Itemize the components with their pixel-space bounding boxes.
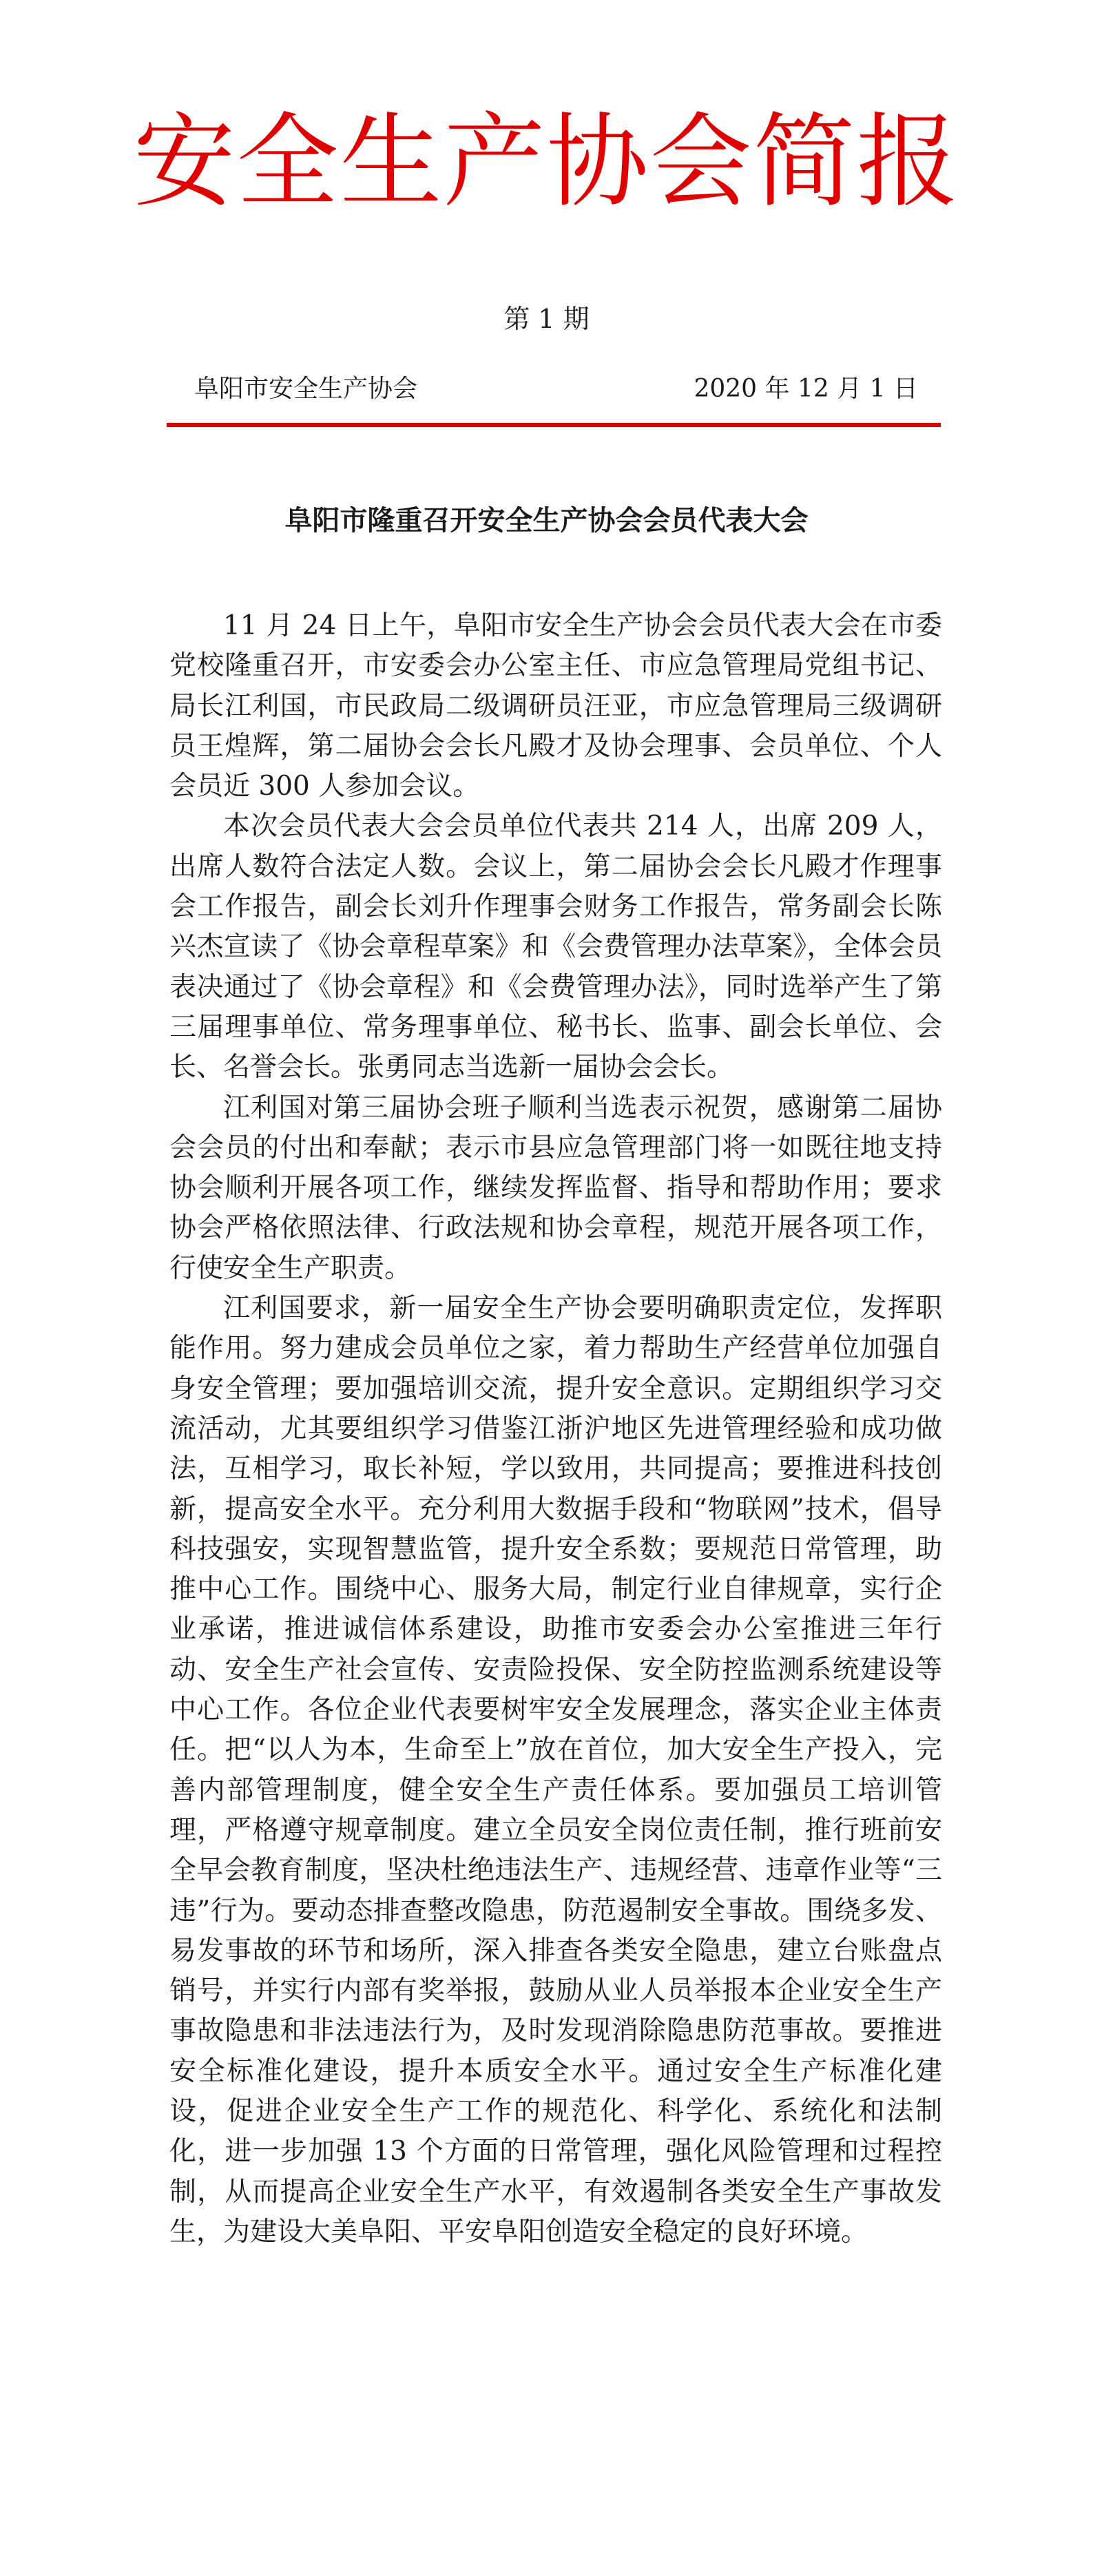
masthead-divider xyxy=(167,423,941,427)
article-title: 阜阳市隆重召开安全生产协会会员代表大会 xyxy=(284,505,809,537)
article-body xyxy=(169,606,942,2252)
issue-number: 第 1 期 xyxy=(503,304,590,334)
article-paragraph: 本次会员代表大会会员单位代表共 214 人，出席 209 人，出席人数符合法定人数。会议上，第二届协会会长凡殿才作理事会工作报告，副会长刘升作理事会财务工作报告，常务副会长陈兴杰宣读了《协会章程草案》和《会费管理办法草案》，全体会员表决通过了《协会章程》和《会费管理办法》，同时选举产生了第三届理事单位、常务理事单位、秘书长、监事、副会长单位、会长、名誉会长。张勇同志当选新一届协会会长。 xyxy=(169,811,942,1083)
article-paragraph: 江利国对第三届协会班子顺利当选表示祝贺，感谢第二届协会会员的付出和奉献；表示市县应急管理部门将一如既往地支持协会顺利开展各项工作，继续发挥监督、指导和帮助作用；要求协会严格依照法律、行政法规和协会章程，规范开展各项工作，行使安全生产职责。 xyxy=(169,1092,942,1284)
publish-date: 2020 年 12 月 1 日 xyxy=(694,375,918,403)
masthead-title: 安全生产协会简报 xyxy=(133,103,960,221)
article-paragraph: 江利国要求，新一届安全生产协会要明确职责定位，发挥职能作用。努力建成会员单位之家，着力帮助生产经营单位加强自身安全管理；要加强培训交流，提升安全意识。定期组织学习交流活动，尤其要组织学习借鉴江浙沪地区先进管理经验和成功做法，互相学习，取长补短，学以致用，共同提高；要推进科技创新，提高安全水平。充分利用大数据手段和“物联网”技术，倡导科技强安，实现智慧监管，提升安全系数；要规范日常管理，助推中心工作。围绕中心、服务大局，制定行业自律规章，实行企业承诺，推进诚信体系建设，助推市安委会办公室推进三年行动、安全生产社会宣传、安责险投保、安全防控监测系统建设等中心工作。各位企业代表要树牢安全发展理念，落实企业主体责任。把“以人为本，生命至上”放在首位，加大安全生产投入，完善内部管理制度，健全安全生产责任体系。要加强员工培训管理，严格遵守规章制度。建立全员安全岗位责任制，推行班前安全早会教育制度，坚决杜绝违法生产、违规经营、违章作业等“三违”行为。要动态排查整改隐患，防范遏制安全事故。围绕多发、易发事故的环节和场所，深入排查各类安全隐患，建立台账盘点销号，并实行内部有奖举报，鼓励从业人员举报本企业安全生产事故隐患和非法违法行为，及时发现消除隐患防范事故。要推进安全标准化建设，提升本质安全水平。通过安全生产标准化建设，促进企业安全生产工作的规范化、科学化、系统化和法制化，进一步加强 13 个方面的日常管理，强化风险管理和过程控制，从而提高企业安全生产水平，有效遏制各类安全生产事故发生，为建设大美阜阳、平安阜阳创造安全稳定的良好环境。 xyxy=(169,1293,942,2247)
article-paragraph: 11 月 24 日上午，阜阳市安全生产协会会员代表大会在市委党校隆重召开，市安委会办公室主任、市应急管理局党组书记、局长江利国，市民政局二级调研员汪亚，市应急管理局三级调研员王煌辉，第二届协会会长凡殿才及协会理事、会员单位、个人会员近 300 人参加会议。 xyxy=(169,610,942,802)
publisher-name: 阜阳市安全生产协会 xyxy=(194,375,418,403)
